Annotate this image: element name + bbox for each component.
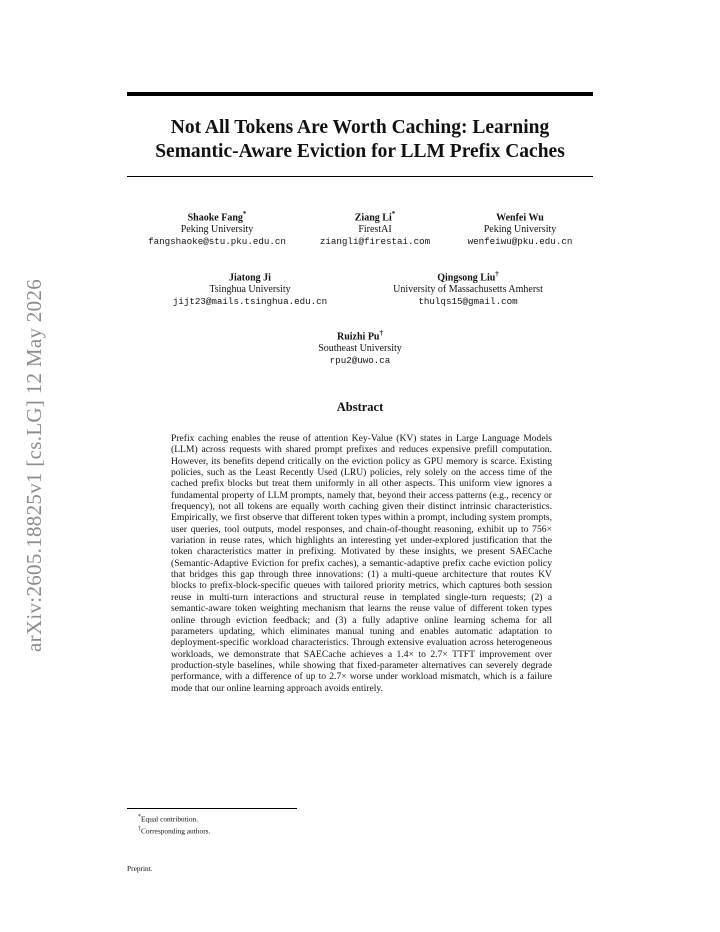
author-email: rpu2@uwo.ca [329,355,391,367]
author-email: ziangli@firestai.com [319,236,431,248]
footnotes [138,812,210,837]
author-affiliation: University of Massachusetts Amherst [393,284,543,296]
footnote-equal-contribution: *Equal contribution. [138,814,199,824]
abstract-heading: Abstract [336,400,384,414]
title-bottom-rule [127,176,593,177]
title-top-rule [127,92,593,96]
author-email: wenfeiwu@pku.edu.cn [467,236,573,248]
paper-title-line-2: Semantic-Aware Eviction for LLM Prefix Caches [155,141,565,162]
preprint-label: Preprint. [127,864,153,873]
author-block [132,208,302,248]
arxiv-identifier-stamp [16,255,52,675]
author-email: jijt23@mails.tsinghua.edu.cn [172,296,328,308]
author-affiliation: Southeast University [318,343,402,355]
author-name: Ziang Li* [354,210,396,224]
author-affiliation: Peking University [483,224,557,236]
paper-title-line-1: Not All Tokens Are Worth Caching: Learning [170,117,550,138]
author-block [455,208,585,248]
footnote-rule [127,808,297,809]
author-affiliation: Tsinghua University [209,284,291,296]
author-affiliation: Peking University [180,224,254,236]
author-name: Ruizhi Pu† [336,329,383,343]
paper-title [127,116,593,164]
arxiv-identifier-text: arXiv:2605.18825v1 [cs.LG] 12 May 2026 [21,278,46,652]
author-name: Wenfei Wu [496,212,544,224]
author-name: Shaoke Fang* [187,210,247,224]
author-block [368,268,568,308]
abstract-text: Prefix caching enables the reuse of attention Key-Value (KV) states in Large Language Models (LLM) across requests with shared prompt prefixes and reduces expensive prefill computation. However, its benefits depend critically on the eviction policy as GPU memory is scarce. Existing policies, such as the Least Recently Used (LRU) policies, rely solely on the access time of the cached prefix blocks but treat them uniformly in all other aspects. This uniform view ignores a fundamental property of LLM prompts, namely that, beyond their access patterns (e.g., recency or frequency), not all tokens are equally worth caching given their distinct intrinsic characteristics. Empirically, we first observe that different token types within a prompt, including system prompts, user queries, tool outputs, model responses, and chain-of-thought reasoning, exhibit up to 756× variation in reuse rates, which highlights an interesting yet under-explored justification that the token characteristics matter in prefixing. Motivated by these insights, we present SAECache (Semantic-Adaptive Eviction for prefix caches), a semantic-adaptive prefix cache eviction policy that bridges this gap through three innovations: (1) a multi-queue architecture that routes KV blocks to prefix-block-specific queues with tailored priority metrics, which captures both session reuse in multi-turn interactions and structural reuse in templated single-turn requests; (2) a semantic-aware token weighting mechanism that learns the reuse value of different token types online through eviction feedback; and (3) a fully adaptive online learning schema for all parameters updating, which eliminates manual tuning and enables automatic adaptation to deployment-specific workload characteristics. Through extensive evaluation across heterogeneous workloads, we demonstrate that SAECache achieves a 1.4× to 2.7× TTFT improvement over production-style baselines, while showing that fixed-parameter alternatives can severely degrade performance, with a difference of up to 2.7× worse under workload mismatch, which is a failure mode that our online learning approach avoids entirely. [171,433,552,694]
author-block [310,208,440,248]
author-block [285,327,435,367]
author-email: fangshaoke@stu.pku.edu.cn [148,236,286,248]
footnote-corresponding-authors: †Corresponding authors. [138,826,211,836]
author-block [160,268,340,308]
author-email: thulqs15@gmail.com [418,296,518,308]
author-name: Jiatong Ji [229,272,271,284]
author-name: Qingsong Liu† [437,270,499,284]
author-affiliation: FirestAI [358,224,392,236]
